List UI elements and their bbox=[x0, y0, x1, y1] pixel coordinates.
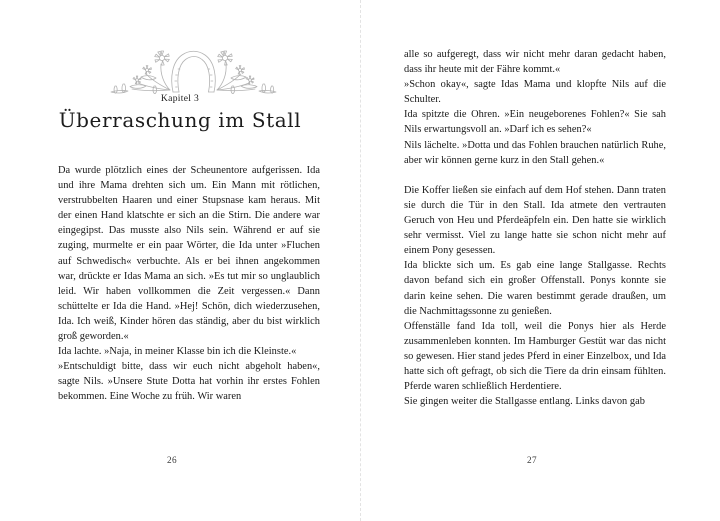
paragraph: »Schon okay«, sagte Idas Mama und klopfte Nils auf die Schulter. bbox=[404, 79, 666, 106]
paragraph-spacer bbox=[404, 168, 666, 183]
chapter-number: Kapitel 3 bbox=[160, 93, 200, 104]
paragraph: Offenställe fand Ida toll, weil die Ponys hier als Herde zusammenleben konnten. Im Hamburger Gestüt war das nicht so gewesen. Hier stand jedes Pferd in einer Einzelbox, und Ida hatte sich oft gefragt, ob sich die Tiere da drin einsam fühlten. Pferde waren schließlich Herdentiere. bbox=[404, 320, 666, 393]
right-page bbox=[360, 0, 720, 521]
right-page-text-block bbox=[404, 47, 666, 409]
page-number-left: 26 bbox=[167, 455, 177, 465]
page-number-right: 27 bbox=[527, 455, 537, 465]
paragraph: »Entschuldigt bitte, dass wir euch nicht abgeholt haben«, sagte Nils. »Unsere Stute Dotta hat vorhin ihr erstes Fohlen bekommen. Eine Woche zu früh. Wir waren bbox=[58, 361, 320, 403]
left-page-text-block bbox=[58, 163, 320, 405]
horseshoe-flowers-ornament bbox=[90, 42, 290, 94]
paragraph: Ida blickte sich um. Es gab eine lange Stallgasse. Rechts davon befand sich ein großer Offenstall. Ponys konnte sie darin keine sehen. Die waren bestimmt gerade draußen, um die Nachmittagssonne zu genießen. bbox=[404, 260, 666, 317]
chapter-title: Überraschung im Stall bbox=[58, 108, 302, 132]
paragraph: Die Koffer ließen sie einfach auf dem Hof stehen. Dann traten sie durch die Tür in den Stall. Ida atmete den vertrauten Geruch von Heu und Pferdeäpfeln ein. Den hatte sie wirklich sehr vermisst. Viel zu lange hatte sie schon nicht mehr auf einem Pony gesessen. bbox=[404, 184, 666, 257]
paragraph: Da wurde plötzlich eines der Scheunentore aufgerissen. Ida und ihre Mama drehten sich um. Ein Mann mit rötlichen, verstrubbelten Haaren und einer Stupsnase kam heraus. Mit der einen Hand klatschte er sich an die Stirn. Die andere war eingegipst. Das musste also Nils sein. Während er auf sie zuging, murmelte er ein paar Wörter, die Ida unter »Fluchen auf Schwedisch« verbuchte. Als er bei ihnen angekommen war, drückte er Idas Mama an sich. »Es tut mir so unglaublich leid. Wir haben vollkommen die Zeit vergessen.« Dann schüttelte er Ida die Hand. »Hej! Schön, dich wiederzusehen, Ida. Ich weiß, Kinder hören das ständig, aber du bist wirklich groß geworden.« bbox=[58, 165, 320, 343]
paragraph: Sie gingen weiter die Stallgasse entlang. Links davon gab bbox=[404, 396, 645, 408]
paragraph: Nils lächelte. »Dotta und das Fohlen brauchen natürlich Ruhe, aber wir können gerne kurz in den Stall gehen.« bbox=[404, 139, 666, 166]
paragraph: Ida lachte. »Naja, in meiner Klasse bin ich die Kleinste.« bbox=[58, 346, 297, 358]
paragraph: alle so aufgeregt, dass wir nicht mehr daran gedacht haben, dass ihr heute mit der Fähre kommt.« bbox=[404, 49, 666, 76]
paragraph: Ida spitzte die Ohren. »Ein neugeborenes Fohlen?« Sie sah Nils erwartungsvoll an. »Darf ich es sehen?« bbox=[404, 109, 666, 136]
